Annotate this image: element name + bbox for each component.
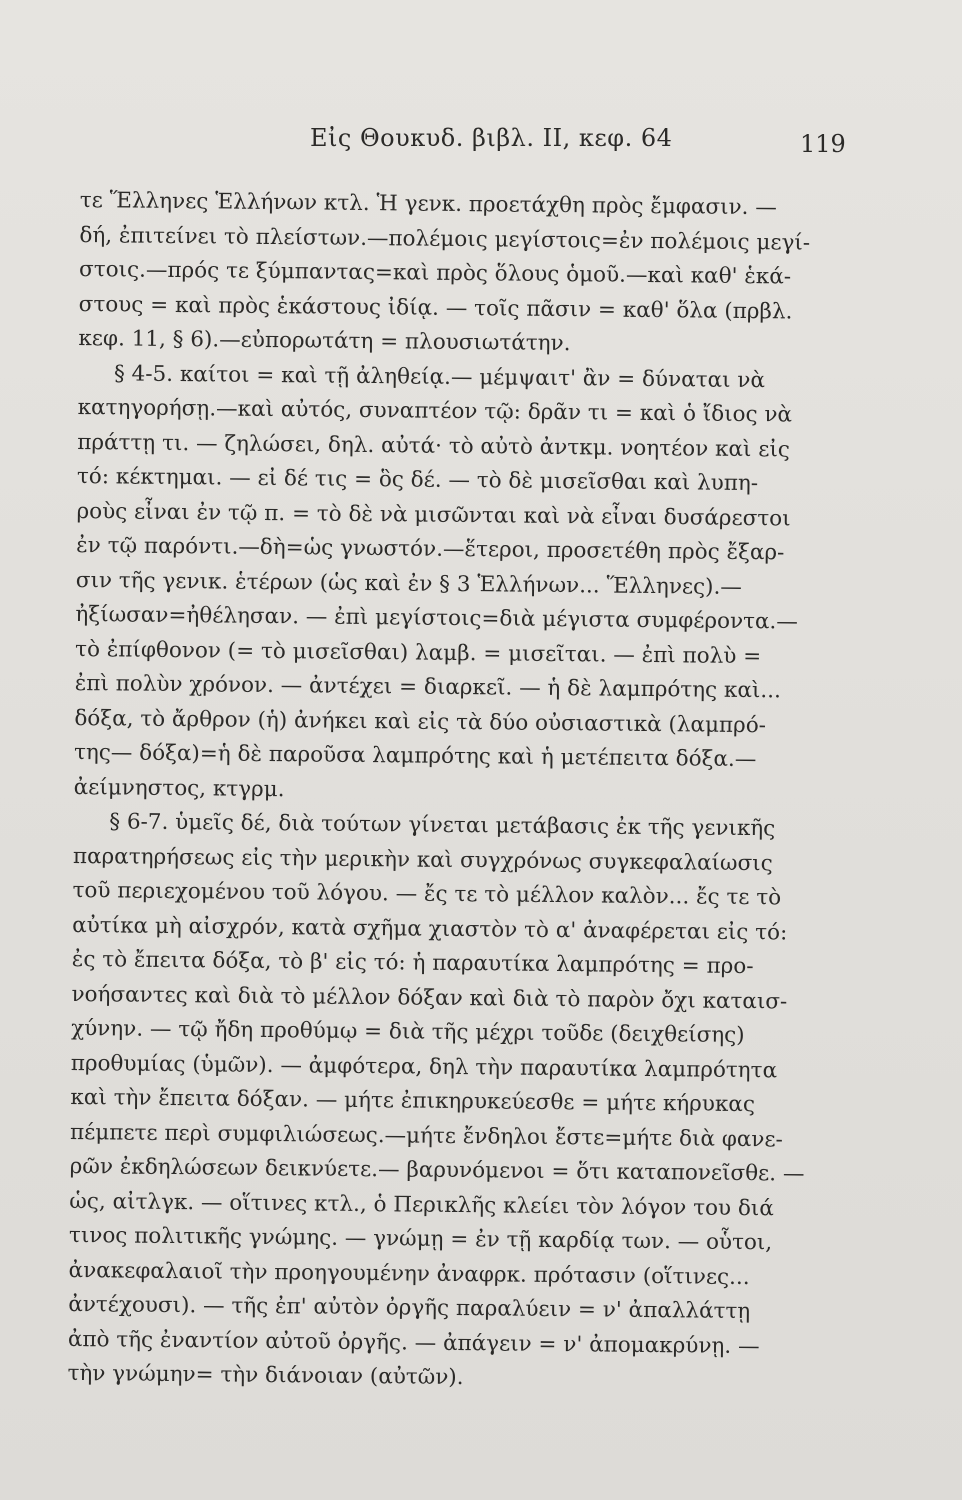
text-line: στοις.—πρός τε ξύμπαντας=καὶ πρὸς ὅλους ὁμοῦ.—καὶ καθ' ἑκά- xyxy=(78,256,792,290)
text-line: αὐτίκα μὴ αἰσχρόν, κατὰ σχῆμα χιαστὸν τὸ α' ἀναφέρεται εἰς τό: xyxy=(72,912,788,945)
text-line: τοῦ περιεχομένου τοῦ λόγου. — ἔς τε τὸ μέλλον καλὸν... ἔς τε τὸ xyxy=(72,877,782,911)
page-header xyxy=(0,124,962,164)
text-line: πέμπετε περὶ συμφιλιώσεως.—μήτε ἔνδηλοι ἔστε=μήτε διὰ φανε- xyxy=(69,1119,783,1152)
text-line: § 6-7. ὑμεῖς δέ, διὰ τούτων γίνεται μετάβασις ἐκ τῆς γενικῆς xyxy=(109,809,776,842)
paragraph-commentary-intro xyxy=(78,184,870,365)
text-line: ροὺς εἶναι ἐν τῷ π. = τὸ δὲ νὰ μισῶνται καὶ νὰ εἶναι δυσάρεστοι xyxy=(76,498,791,531)
text-line: καὶ τὴν ἔπειτα δόξαν. — μήτε ἐπικηρυκεύεσθε = μήτε κήρυκας xyxy=(70,1084,756,1118)
text-line: τό: κέκτημαι. — εἰ δέ τις = ὃς δέ. — τὸ δὲ μισεῖσθαι καὶ λυπη- xyxy=(76,463,759,497)
text-line: σιν τῆς γενικ. ἑτέρων (ὡς καὶ ἐν § 3 Ἑλλήνων... Ἕλληνες).— xyxy=(75,567,742,600)
text-line: ἀντέχουσι). — τῆς ἐπ' αὐτὸν ὀργῆς παραλύειν = ν' ἀπαλλάττῃ xyxy=(68,1291,751,1325)
text-line: ρῶν ἐκδηλώσεων δεικνύετε.— βαρυνόμενοι = ὅτι καταπονεῖσθε. — xyxy=(69,1153,805,1187)
paragraph-section-6-7 xyxy=(67,805,863,1400)
body-text xyxy=(67,184,870,1400)
text-line: προθυμίας (ὑμῶν). — ἀμφότερα, δηλ τὴν παραυτίκα λαμπρότητα xyxy=(70,1050,778,1083)
text-line: τε Ἕλληνες Ἑλλήνων κτλ. Ἡ γενκ. προετάχθη πρὸς ἔμφασιν. — xyxy=(79,187,777,221)
page-number: 119 xyxy=(800,130,846,158)
text-line: τὸ ἐπίφθονον (= τὸ μισεῖσθαι) λαμβ. = μισεῖται. — ἐπὶ πολὺ = xyxy=(74,636,762,669)
text-line: ἠξίωσαν=ἠθέλησαν. — ἐπὶ μεγίστοις=διὰ μέγιστα συμφέροντα.— xyxy=(75,601,798,635)
text-line: της— δόξα)=ἡ δὲ παροῦσα λαμπρότης καὶ ἡ μετέπειτα δόξα.— xyxy=(73,739,757,773)
text-line: δή, ἐπιτείνει τὸ πλείστων.—πολέμοις μεγίστοις=ἐν πολέμοις μεγί- xyxy=(79,222,811,256)
text-line: ἐν τῷ παρόντι.—δὴ=ὡς γνωστόν.—ἕτεροι, προσετέθη πρὸς ἔξαρ- xyxy=(76,532,785,566)
text-line: πράττῃ τι. — ζηλώσει, δηλ. αὐτά· τὸ αὐτὸ ἀντκμ. νοητέον καὶ εἰς xyxy=(77,429,791,462)
text-line: παρατηρήσεως εἰς τὴν μερικὴν καὶ συγχρόνως συγκεφαλαίωσις xyxy=(72,843,773,876)
text-line: ἀπὸ τῆς ἐναντίον αὐτοῦ ὀργῆς. — ἀπάγειν = ν' ἀπομακρύνῃ. — xyxy=(67,1326,760,1359)
paragraph-section-4-5 xyxy=(73,356,868,813)
running-title: Εἰς Θουκυδ. βιβλ. II, κεφ. 64 xyxy=(310,124,673,152)
text-line: κεφ. 11, § 6).—εὐπορωτάτη = πλουσιωτάτην. xyxy=(78,325,571,357)
text-line: ἐς τὸ ἔπειτα δόξα, τὸ β' εἰς τό: ἡ παραυτίκα λαμπρότης = προ- xyxy=(71,946,754,980)
text-line: ὡς, αἰτλγκ. — οἵτινες κτλ., ὁ Περικλῆς κλείει τὸν λόγον του διά xyxy=(69,1188,774,1221)
text-line: ἐπὶ πολὺν χρόνον. — ἀντέχει = διαρκεῖ. — ἡ δὲ λαμπρότης καὶ... xyxy=(74,670,782,704)
text-line: νοήσαντες καὶ διὰ τὸ μέλλον δόξαν καὶ διὰ τὸ παρὸν ὄχι καταισ- xyxy=(71,981,788,1014)
text-line: ἀείμνηστος, κτγρμ. xyxy=(73,774,285,802)
text-line: τινος πολιτικῆς γνώμης. — γνώμῃ = ἐν τῇ καρδίᾳ των. — οὗτοι, xyxy=(68,1222,773,1256)
text-line: στους = καὶ πρὸς ἑκάστους ἰδίᾳ. — τοῖς πᾶσιν = καθ' ὅλα (πρβλ. xyxy=(78,291,793,324)
text-line: χύνην. — τῷ ἤδη προθύμῳ = διὰ τῆς μέχρι τοῦδε (δειχθείσης) xyxy=(71,1015,745,1049)
text-line: ἀνακεφαλαιοῖ τὴν προηγουμένην ἀναφρκ. πρότασιν (οἵτινες... xyxy=(68,1257,750,1290)
text-line: τὴν γνώμην= τὴν διάνοιαν (αὐτῶν). xyxy=(67,1360,464,1391)
text-line: κατηγορήσῃ.—καὶ αὐτός, συναπτέον τῷ: δρᾶν τι = καὶ ὁ ἴδιος νὰ xyxy=(77,394,793,428)
text-line: δόξα, τὸ ἄρθρον (ἡ) ἀνήκει καὶ εἰς τὰ δύο οὐσιαστικὰ (λαμπρό- xyxy=(74,705,767,738)
text-line: § 4-5. καίτοι = καὶ τῇ ἀληθείᾳ.— μέμψαιτ' ἂν = δύναται νὰ xyxy=(113,360,766,393)
